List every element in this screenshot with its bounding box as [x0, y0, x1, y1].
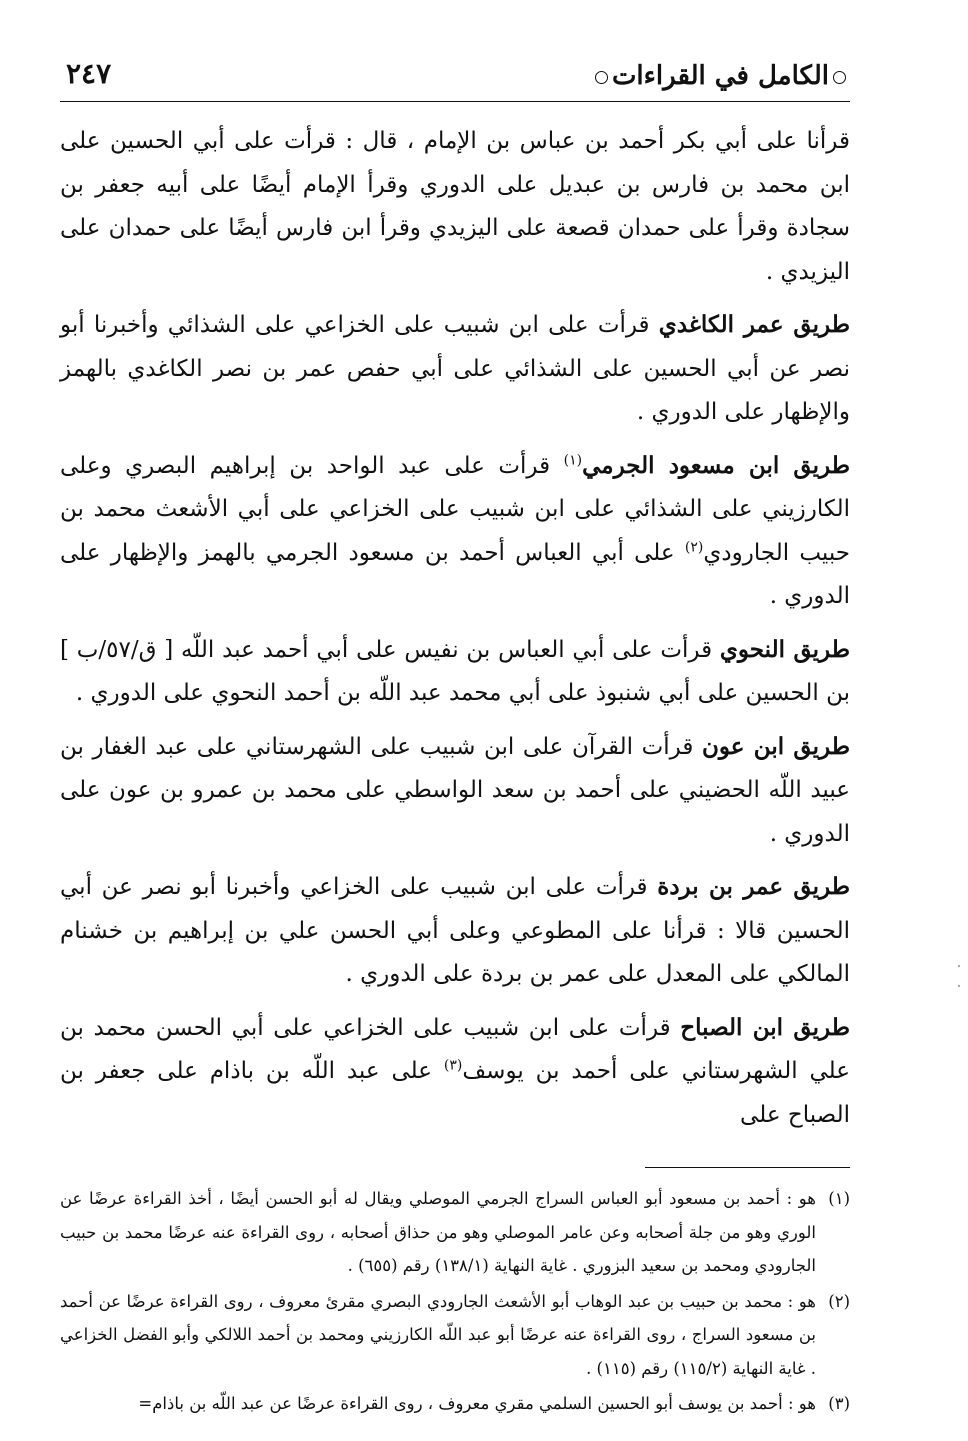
- paragraph-heading: طريق ابن عون: [702, 732, 851, 760]
- paragraph: [60, 1006, 850, 1138]
- paragraph-text: قرأت على أبي العباس بن نفيس على أبي أحمد عبد اللّه [ ق/٥٧/ب ] بن الحسين على أبي شنبوذ على أبي محمد عبد اللّه بن أحمد النحوي على الدوري .: [60, 636, 850, 706]
- footnote-number: (٣): [828, 1394, 850, 1413]
- paragraph-heading: طريق ابن مسعود الجرمي: [582, 451, 850, 479]
- paragraph-text: على عبد اللّه بن باذام على جعفر بن الصباح على: [60, 1058, 850, 1128]
- paragraph-text: قرأت على ابن شبيب على الخزاعي على الشذائي وأخبرنا أبو نصر عن أبي الحسين على الشذائي على أبي حفص عمر بن نصر الكاغدي بالهمز والإظهار على الدوري .: [60, 312, 850, 425]
- paragraph-text: قرأت القرآن على ابن شبيب على الشهرستاني على عبد الغفار بن عبيد اللّه الحضيني على أحمد بن سعد الواسطي على محمد بن عمرو بن عون على الدوري .: [60, 733, 850, 847]
- paragraph-text: قرأت على عبد الواحد بن إبراهيم البصري وعلى الكارزيني على الشذائي على ابن شبيب على الخزاعي على أبي الأشعث محمد بن حبيب الجارودي: [60, 452, 851, 566]
- footnote-number: (٢): [828, 1291, 850, 1311]
- running-title: [591, 61, 850, 91]
- page-number: ٢٤٧: [66, 57, 112, 90]
- footnote-text: هو : أحمد بن يوسف أبو الحسين السلمي مقري معروف ، روى القراءة عرضًا عن عبد اللّه بن باذام=: [138, 1394, 816, 1413]
- footnote-ref[interactable]: (٢): [684, 538, 704, 555]
- book-page: [60, 55, 850, 1423]
- footnote-ref[interactable]: (٣): [443, 1057, 463, 1074]
- footnote-text: هو : محمد بن حبيب بن عبد الوهاب أبو الأشعث الجارودي البصري مقرئ معروف ، روى القراءة عرضًا عن أحمد بن مسعود السراج ، روى القراءة عنه عرضًا أبو عبد اللّه الكارزيني ومحمد بن أحمد اللالكي وأبو الفضل الخزاعي . غاية النهاية (١١٥/٢) رقم (١١٥) .: [60, 1291, 816, 1378]
- paragraph-text: قرأنا على أبي بكر أحمد بن عباس بن الإمام ، قال : قرأت على أبي الحسين على ابن محمد بن فارس بن عبديل على الدوري وقرأ الإمام أيضًا على أبيه جعفر بن سجادة وقرأ على حمدان قصعة على اليزيدي وقرأ ابن فارس أيضًا على حمدان على اليزيدي .: [60, 128, 850, 285]
- paragraph: [60, 865, 850, 997]
- circle-ornament-icon: [833, 71, 846, 84]
- paragraph-heading: طريق ابن الصباح: [680, 1013, 850, 1041]
- paragraph: [60, 120, 850, 294]
- footnote-divider: [645, 1167, 850, 1168]
- running-header: [60, 55, 850, 102]
- footnote-ref[interactable]: (١): [563, 451, 583, 468]
- footnotes: [60, 1182, 850, 1421]
- paragraph-text: على أبي العباس أحمد بن مسعود الجرمي بالهمز والإظهار على الدوري .: [60, 539, 850, 609]
- footnote-number: (١): [828, 1189, 850, 1208]
- paragraph: [60, 725, 850, 857]
- scan-speck: [958, 965, 960, 967]
- paragraph: [60, 303, 850, 435]
- footnote: [60, 1285, 850, 1386]
- footnote: [60, 1387, 850, 1421]
- paragraph: [60, 444, 850, 619]
- main-text: [60, 120, 850, 1137]
- scan-speck: [958, 985, 960, 987]
- paragraph-heading: طريق النحوي: [719, 635, 851, 663]
- paragraph: [60, 628, 850, 716]
- paragraph-text: قرأت على ابن شبيب على الخزاعي على أبي الحسن محمد بن علي الشهرستاني على أحمد بن يوسف: [60, 1014, 851, 1084]
- footnote: [60, 1182, 850, 1283]
- footnote-text: هو : أحمد بن مسعود أبو العباس السراج الجرمي الموصلي ويقال له أبو الحسن أيضًا ، أخذ القراءة عرضًا عن الوري وهو من جلة أصحابه وعن عامر الموصلي وهو من حذاق أصحابه ، روى القراءة عنه عرضًا محمد بن حبيب الجارودي ومحمد بن سعيد البزوري . غاية النهاية (١٣٨/١) رقم (٦٥٥) .: [60, 1189, 816, 1275]
- paragraph-text: قرأت على ابن شبيب على الخزاعي وأخبرنا أبو نصر عن أبي الحسين قالا : قرأنا على المطوعي وعلى أبي الحسن علي بن إبراهيم بن خشنام المالكي على المعدل على عمر بن بردة على الدوري .: [60, 874, 850, 987]
- book-title: الكامل في القراءات: [611, 61, 829, 91]
- circle-ornament-icon: [595, 71, 608, 84]
- paragraph-heading: طريق عمر الكاغدي: [658, 311, 851, 338]
- paragraph-heading: طريق عمر بن بردة: [657, 873, 851, 900]
